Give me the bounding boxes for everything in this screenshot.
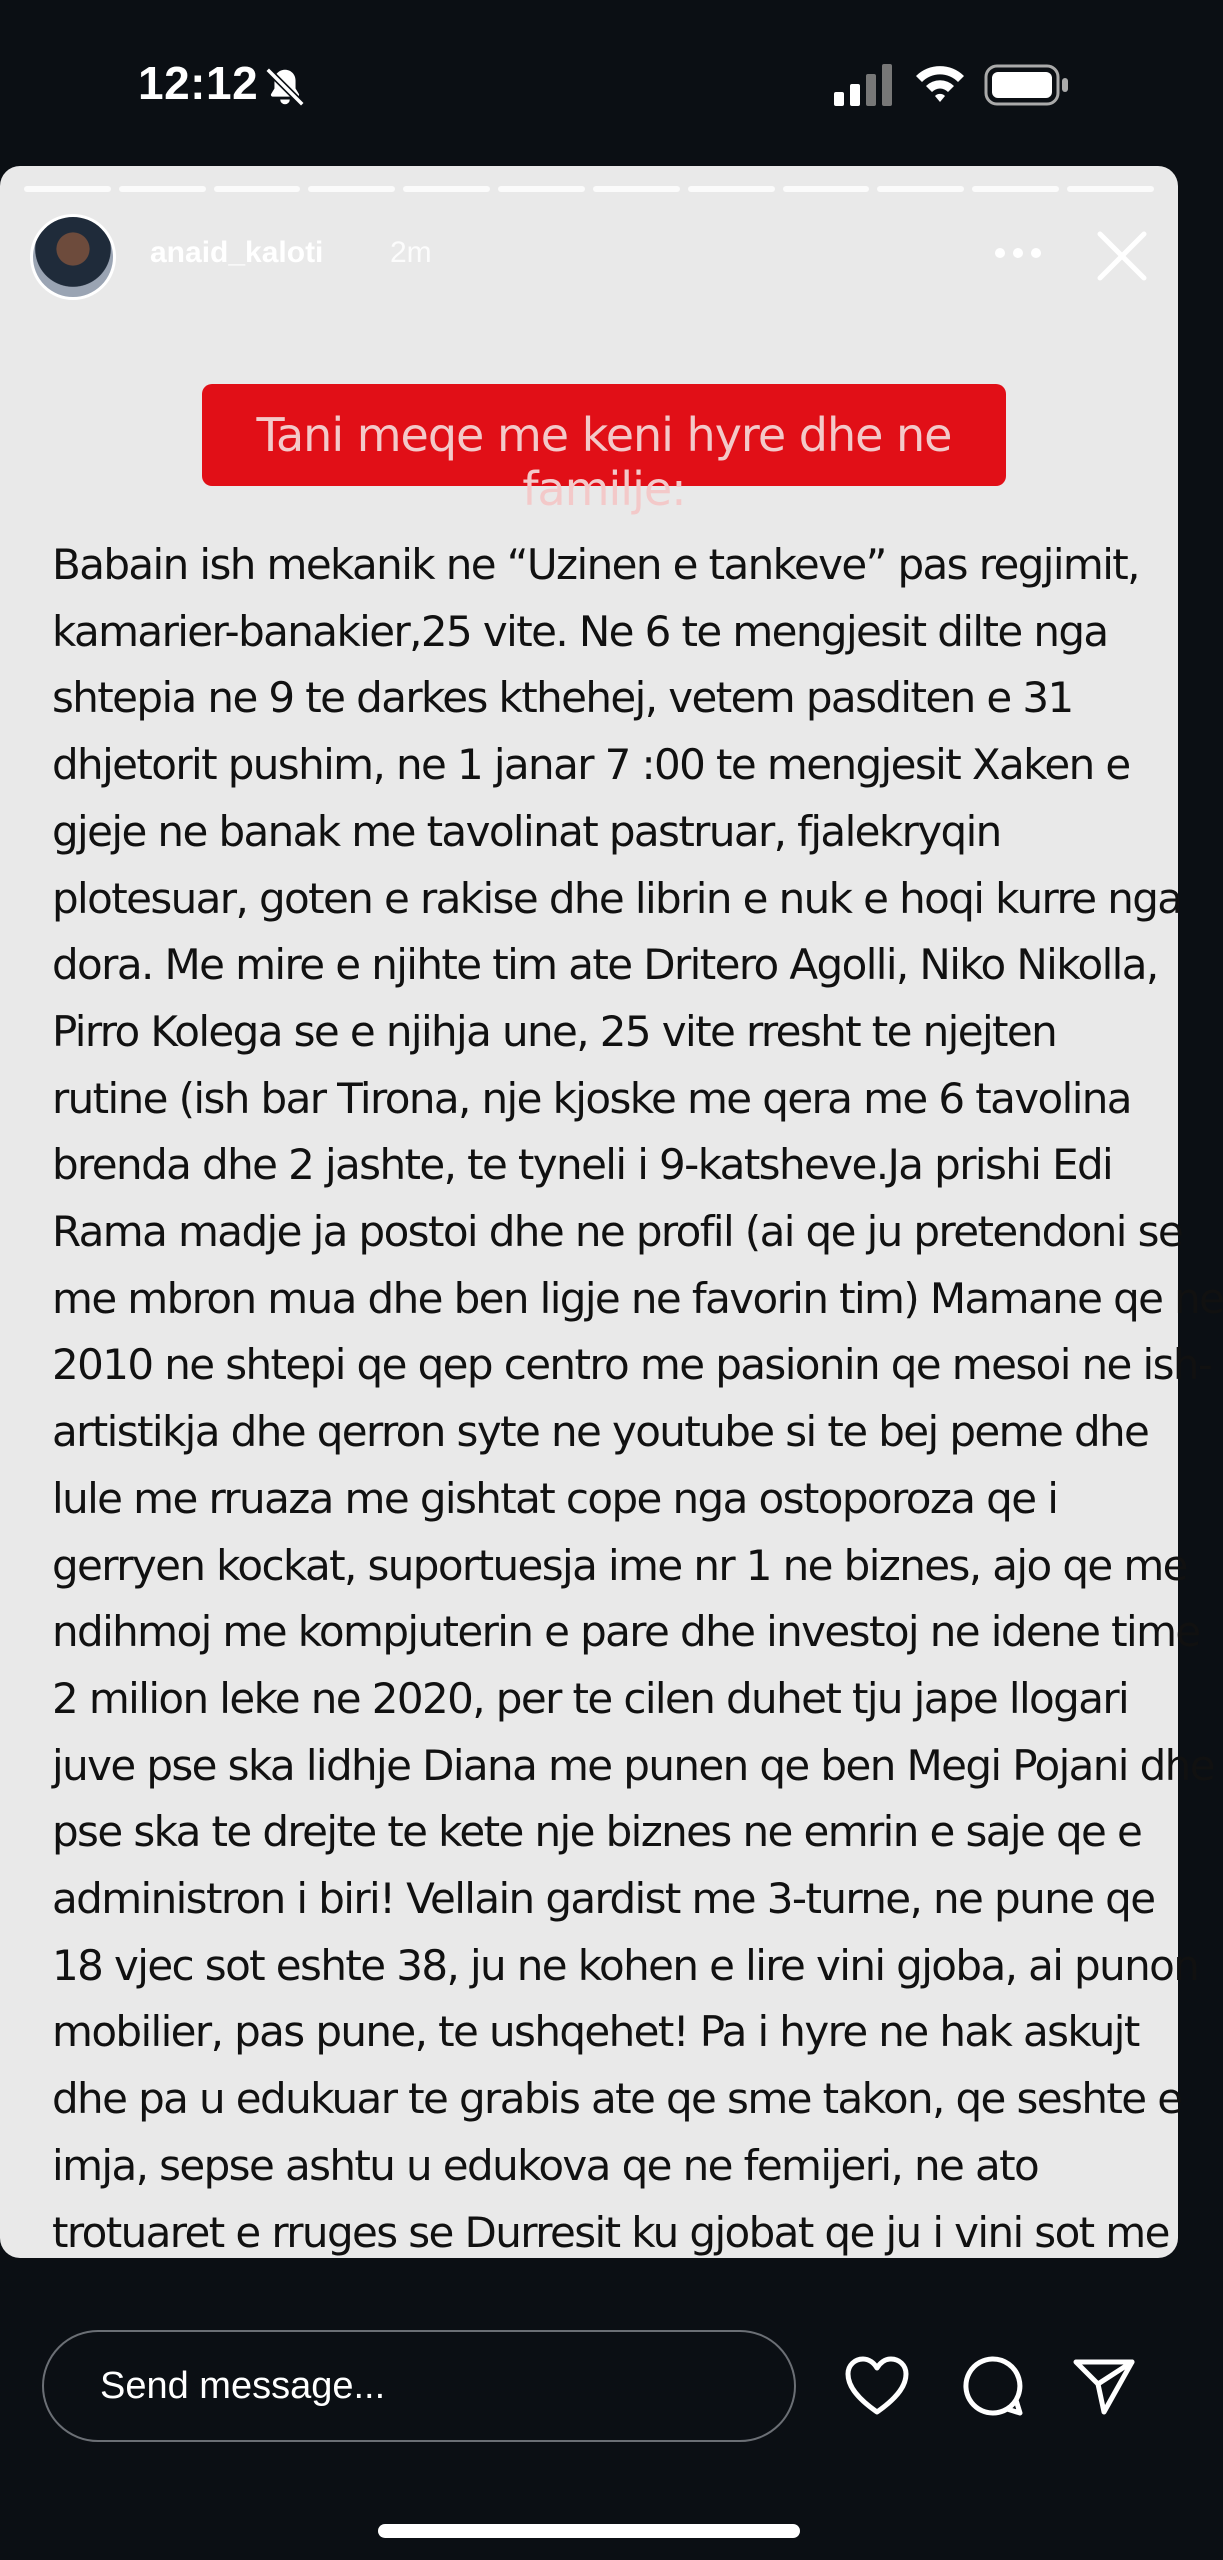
story-text-line: trotuaret e rruges se Durresit ku gjobat qe ju i vini sot me (52, 2207, 1169, 2257)
progress-segment (308, 186, 395, 192)
story-text-line: 18 vjec sot eshte 38, ju ne kohen e lire vini gjoba, ai punon (52, 1940, 1199, 1990)
story-text-line: Rama madje ja postoi dhe ne profil (ai qe ju pretendoni se (52, 1207, 1183, 1257)
story-text-line: dora. Me mire e njihte tim ate Dritero Agolli, Niko Nikolla, (52, 940, 1158, 990)
progress-segment (877, 186, 964, 192)
avatar[interactable] (30, 214, 116, 300)
battery-icon (984, 64, 1070, 106)
progress-segment (972, 186, 1059, 192)
comment-icon[interactable] (960, 2354, 1024, 2418)
progress-segment (119, 186, 206, 192)
story-text-line: me mbron mua dhe ben ligje ne favorin tim) Mamane qe ne (52, 1273, 1223, 1323)
story-text-line: imja, sepse ashtu u edukova qe ne femijeri, ne ato (52, 2140, 1039, 2190)
bell-slash-icon (262, 64, 308, 110)
story-text-line: ndihmoj me kompjuterin e pare dhe investoj ne idene time (52, 1607, 1200, 1657)
more-options-icon[interactable] (992, 238, 1044, 268)
progress-segment (214, 186, 301, 192)
story-text-line: Pirro Kolega se e njihja une, 25 vite rresht te njejten (52, 1006, 1057, 1056)
close-icon[interactable] (1092, 226, 1152, 286)
story-text-line: gjeje ne banak me tavolinat pastruar, fjalekryqin (52, 806, 1001, 856)
story-progress-bar (24, 186, 1154, 192)
story-text-line: administron i biri! Vellain gardist me 3-turne, ne pune qe (52, 1874, 1155, 1924)
heart-icon[interactable] (844, 2356, 910, 2416)
story-text-line: gerryen kockat, suportuesja ime nr 1 ne biznes, ajo qe me (52, 1540, 1187, 1590)
send-message-input[interactable]: Send message... (42, 2330, 796, 2442)
progress-segment (24, 186, 111, 192)
home-indicator[interactable] (378, 2524, 800, 2538)
progress-segment (498, 186, 585, 192)
story-text-line: 2 milion leke ne 2020, per te cilen duhet tju jape llogari (52, 1673, 1129, 1723)
username[interactable]: anaid_kaloti (150, 236, 324, 269)
story-text-line: pse ska te drejte te kete nje biznes ne emrin e saje qe e (52, 1807, 1142, 1857)
story-body-text (52, 532, 1223, 2333)
status-bar (0, 0, 1178, 170)
progress-segment (1067, 186, 1154, 192)
story-text-line: kamarier-banakier,25 vite. Ne 6 te mengjesit dilte nga (52, 606, 1108, 656)
banner-text: Tani meqe me keni hyre dhe ne familje: (256, 408, 952, 516)
footer (0, 2260, 1178, 2560)
story-text-line: artistikja dhe qerron syte ne youtube si te bej peme dhe (52, 1407, 1149, 1457)
story-text-line: 2010 ne shtepi qe qep centro me pasionin qe mesoi ne ish- (52, 1340, 1212, 1390)
banner (202, 384, 1006, 516)
story-text-line: mobilier, pas pune, te ushqehet! Pa i hyre ne hak askujt (52, 2007, 1139, 2057)
cellular-signal-icon (834, 64, 892, 106)
story-card[interactable] (0, 166, 1223, 2258)
story-text-line: dhjetorit pushim, ne 1 janar 7 :00 te mengjesit Xaken e (52, 740, 1130, 790)
story-text-line: brenda dhe 2 jashte, te tyneli i 9-katsheve.Ja prishi Edi (52, 1140, 1113, 1190)
wifi-icon (912, 60, 968, 106)
story-text-line: shtepia ne 9 te darkes kthehej, vetem pasditen e 31 (52, 673, 1073, 723)
progress-segment (403, 186, 490, 192)
story-text-line: lule me rruaza me gishtat cope nga ostoporoza qe i (52, 1473, 1058, 1523)
progress-segment (783, 186, 870, 192)
story-text-line: plotesuar, goten e rakise dhe librin e nuk e hoqi kurre nga (52, 873, 1182, 923)
send-icon[interactable] (1072, 2354, 1136, 2418)
progress-segment (593, 186, 680, 192)
story-text-line: juve pse ska lidhje Diana me punen qe ben Megi Pojani dhe (52, 1740, 1214, 1790)
story-text-line: rutine (ish bar Tirona, nje kjoske me qera me 6 tavolina (52, 1073, 1131, 1123)
status-time: 12:12 (138, 57, 259, 109)
story-text-line: dhe pa u edukuar te grabis ate qe sme takon, qe seshte e (52, 2074, 1182, 2124)
progress-segment (688, 186, 775, 192)
story-text-line: Babain ish mekanik ne “Uzinen e tankeve” pas regjimit, (52, 540, 1139, 589)
time-ago: 2m (390, 236, 432, 269)
